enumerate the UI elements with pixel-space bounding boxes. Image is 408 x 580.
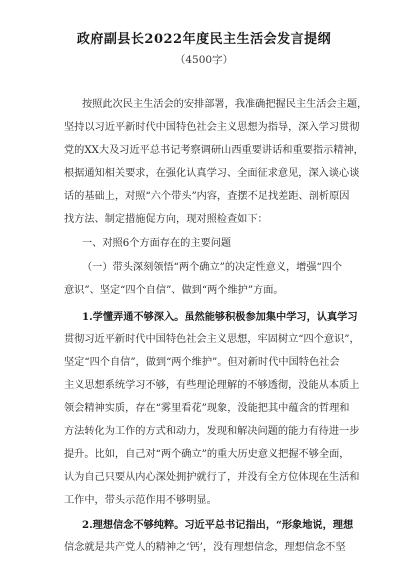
- document-subtitle: （4500字）: [174, 54, 234, 66]
- paragraph-line: 工作中，带头示范作用不够明显。: [64, 495, 217, 506]
- document-title: 政府副县长2022年度民主生活会发言提纲: [76, 32, 332, 47]
- paragraph-line: 党的XX大及习近平总书记考察调研山西重要讲话和重要指示精神，: [64, 145, 364, 156]
- paragraph-line: 主义思想系统学习不够，有些理论理解的不够透彻，没能从本质上: [64, 380, 360, 391]
- paragraph-line: 认为自己只要从内心深处拥护就行了，并没有全方位体现在生活和: [64, 472, 360, 483]
- paragraph-line: 领会精神实质，存在“雾里看花”现象，没能把其中蕴含的哲理和: [64, 403, 350, 414]
- paragraph-line: 坚持以习近平新时代中国特色社会主义思想为指导，深入学习贯彻: [64, 122, 360, 133]
- paragraph-line: 根据通知相关要求，在强化认真学习、全面征求意见，深入谈心谈: [64, 168, 360, 179]
- subsection-heading: （一）带头深刻领悟“两个确立”的决定性意义，增强“四个: [82, 262, 343, 273]
- paragraph-line: 提升。比如，自己对“两个确立”的重大历史意义把握不够全面，: [64, 449, 350, 460]
- paragraph-line: 贯彻习近平新时代中国特色社会主义思想，牢固树立“四个意识”，: [64, 334, 360, 345]
- paragraph-line: 找方法、制定措施促方向，现对照检查如下：: [64, 214, 268, 225]
- paragraph-line: 坚定“四个自信”，做到“两个维护”。但对新时代中国特色社会: [64, 357, 340, 368]
- item-heading: 1.学懂弄通不够深入。虽然能够积极参加集中学习，认真学习: [82, 311, 358, 323]
- paragraph-line: 按照此次民主生活会的安排部署，我准确把握民主生活会主题，: [82, 99, 368, 110]
- paragraph-line: 方法转化为工作的方式和动力，发现和解决问题的能力有待进一步: [64, 426, 360, 437]
- item-heading: 2.理想信念不够纯粹。习近平总书记指出，“形象地说，理想: [82, 519, 354, 531]
- paragraph-line: 话的基础上，对照“六个带头”内容，査摆不足找差距、剖析原因: [64, 191, 350, 202]
- subsection-heading: 意识”、坚定“四个自信”、做到“两个维护”方面。: [64, 285, 284, 296]
- section-heading: 一、对照6个方面存在的主要问题: [82, 238, 232, 249]
- paragraph-line: 信念就是共产党人的精神之‘钙’，没有理想信念，理想信念不坚: [64, 542, 346, 553]
